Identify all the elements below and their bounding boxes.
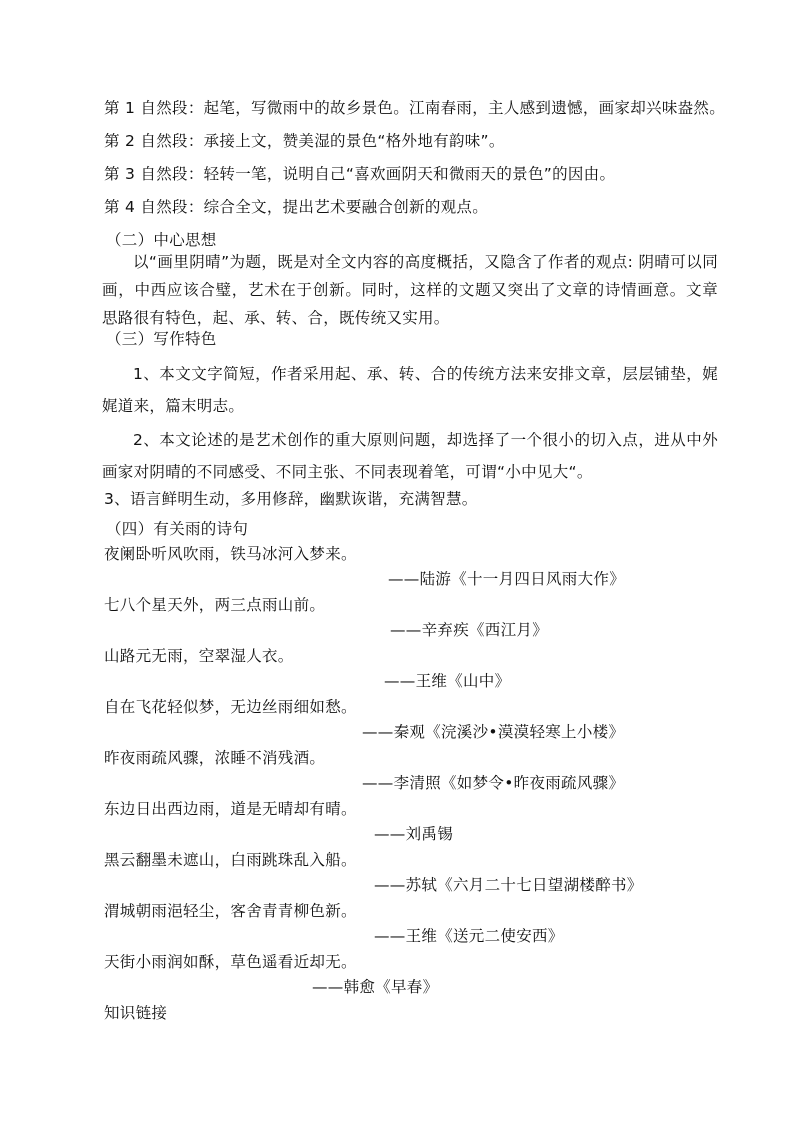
writing-feature-1: 1、本文文字简短，作者采用起、承、转、合的传统方法来安排文章，层层铺垫，娓娓道来，篇末明志。 bbox=[102, 365, 718, 415]
poem-source: ——苏轼《六月二十七日望湖楼醉书》 bbox=[374, 876, 643, 894]
writing-feature-2: 2、本文论述的是艺术创作的重大原则问题，却选择了一个很小的切入点，进从中外画家对阴晴的不同感受、不同主张、不同表现着笔，可谓“小中见大“。 bbox=[102, 431, 718, 481]
central-idea-paragraph: 以“画里阴晴”为题，既是对全文内容的高度概括，又隐含了作者的观点: 阴晴可以同画，中西应该合璧，艺术在于创新。同时，这样的文题又突出了文章的诗情画意。文章思路很有特色，起、承、转、合，既传统又实用。 bbox=[102, 253, 718, 327]
poem-verse: 天街小雨润如酥，草色遥看近却无。 bbox=[104, 953, 357, 971]
poem-verse: 七八个星天外，两三点雨山前。 bbox=[104, 596, 326, 614]
poem-source: ——韩愈《早春》 bbox=[312, 978, 439, 996]
paragraph-summary-2: 第 2 自然段：承接上文，赞美湿的景色“格外地有韵味”。 bbox=[104, 132, 505, 150]
poem-verse: 山路元无雨，空翠湿人衣。 bbox=[104, 647, 294, 665]
poem-source: ——王维《山中》 bbox=[384, 672, 511, 690]
poem-source: ——李清照《如梦令•昨夜雨疏风骤》 bbox=[362, 774, 625, 792]
poem-verse: 昨夜雨疏风骤，浓睡不消残酒。 bbox=[104, 749, 326, 767]
poem-source: ——秦观《浣溪沙•漠漠轻寒上小楼》 bbox=[362, 723, 625, 741]
poem-source: ——辛弃疾《西江月》 bbox=[390, 621, 549, 639]
knowledge-link-heading: 知识链接 bbox=[104, 1004, 168, 1022]
poem-verse: 东边日出西边雨，道是无晴却有晴。 bbox=[104, 800, 357, 818]
poem-verse: 夜阑卧听风吹雨，铁马冰河入梦来。 bbox=[104, 545, 357, 563]
section-heading-central-idea: （二）中心思想 bbox=[106, 231, 217, 249]
poem-verse: 自在飞花轻似梦，无边丝雨细如愁。 bbox=[104, 698, 357, 716]
poem-verse: 黑云翻墨未遮山，白雨跳珠乱入船。 bbox=[104, 851, 357, 869]
poem-source: ——刘禹锡 bbox=[374, 825, 454, 843]
poem-source: ——王维《送元二使安西》 bbox=[374, 927, 564, 945]
poem-source: ——陆游《十一月四日风雨大作》 bbox=[388, 570, 626, 588]
paragraph-summary-3: 第 3 自然段：轻转一笔，说明自己“喜欢画阴天和微雨天的景色”的因由。 bbox=[104, 165, 616, 183]
paragraph-summary-4: 第 4 自然段：综合全文，提出艺术要融合创新的观点。 bbox=[104, 198, 489, 216]
poem-verse: 渭城朝雨浥轻尘，客舍青青柳色新。 bbox=[104, 902, 357, 920]
paragraph-summary-1: 第 1 自然段：起笔，写微雨中的故乡景色。江南春雨，主人感到遗憾，画家却兴味盎然。 bbox=[104, 99, 726, 117]
section-heading-writing-features: （三）写作特色 bbox=[106, 330, 217, 348]
writing-feature-3: 3、语言鲜明生动，多用修辞，幽默诙谐，充满智慧。 bbox=[104, 490, 478, 508]
section-heading-rain-poems: （四）有关雨的诗句 bbox=[106, 520, 249, 538]
